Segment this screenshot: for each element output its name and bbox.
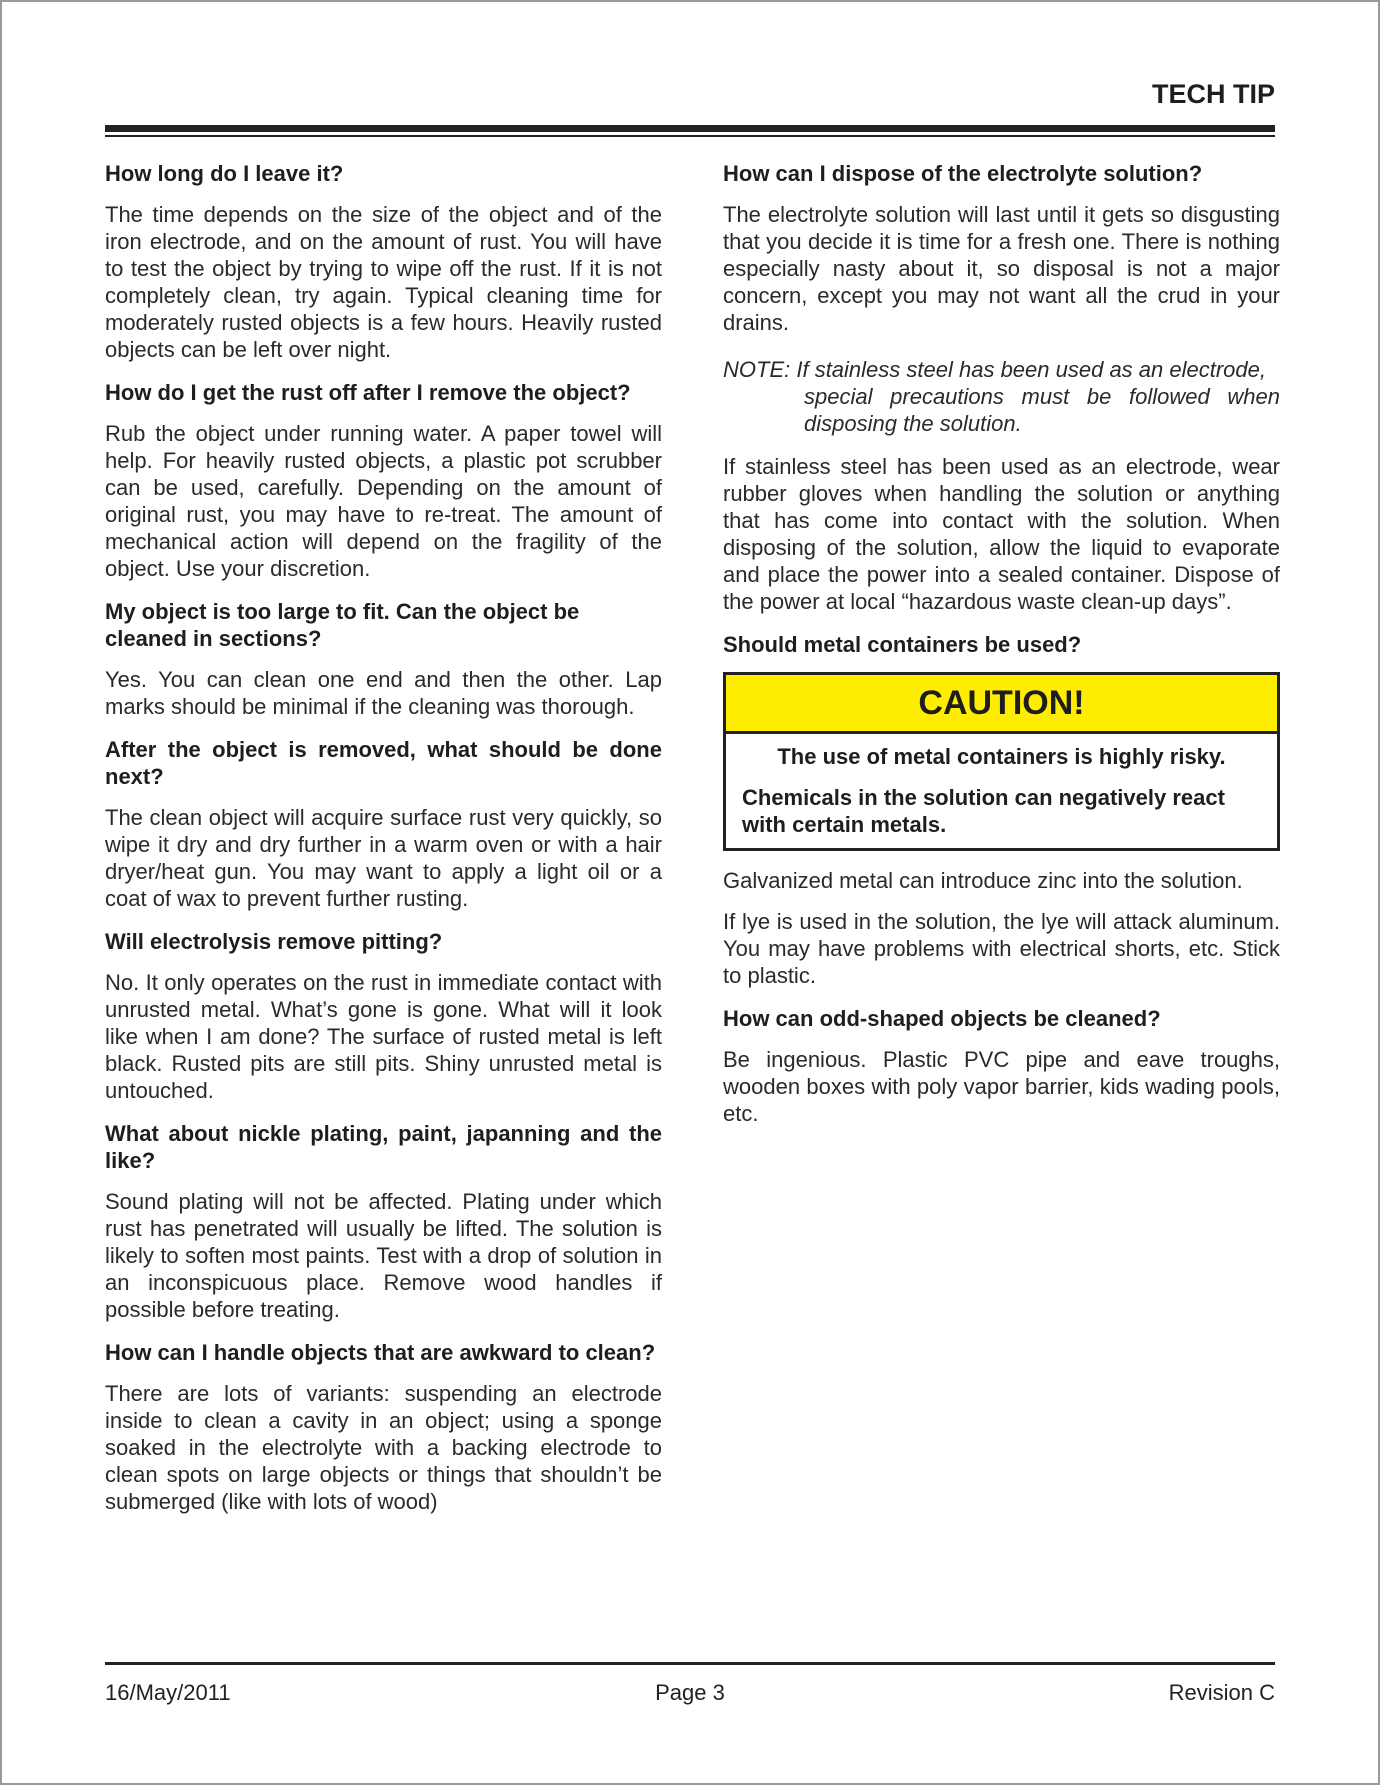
faq-answer: Rub the object under running water. A paper towel will help. For heavily rusted objects, a plastic pot scrubber can be used, carefully. Depending on the amount of original rust, you may have to re-treat. The amount of mechanical action will depend on the fragility of the object. Use your discretion. xyxy=(105,421,662,581)
footer-rule xyxy=(105,1662,1275,1665)
caution-text: Chemicals in the solution can negatively react with certain metals. xyxy=(742,785,1225,837)
faq-item xyxy=(105,736,662,912)
faq-answer: The time depends on the size of the object and of the iron electrode, and on the amount of rust. You will have to test the object by trying to wipe off the rust. If it is not completely clean, try again. Typical cleaning time for moderately rusted objects is a few hours. Heavily rusted objects can be left over night. xyxy=(105,202,662,362)
note-text-continued: special precautions must be followed when disposing the solution. xyxy=(804,384,1280,436)
caution-body xyxy=(726,734,1277,848)
note-text: If stainless steel has been used as an electrode, xyxy=(796,357,1266,382)
faq-item xyxy=(105,379,662,582)
faq-question: How can I dispose of the electrolyte solution? xyxy=(723,161,1203,186)
faq-answer: The clean object will acquire surface rust very quickly, so wipe it dry and dry further in a warm oven or with a hair dryer/heat gun. You may want to apply a light oil or a coat of wax to prevent further rusting. xyxy=(105,805,662,911)
lye-answer: If lye is used in the solution, the lye will attack aluminum. You may have problems with electrical shorts, etc. Stick to plastic. xyxy=(723,909,1280,988)
faq-item xyxy=(723,160,1280,336)
faq-answer: Yes. You can clean one end and then the other. Lap marks should be minimal if the cleaning was thorough. xyxy=(105,667,662,719)
galvanized-answer: Galvanized metal can introduce zinc into the solution. xyxy=(723,868,1243,893)
caution-title: CAUTION! xyxy=(726,675,1277,734)
header-rule xyxy=(105,125,1275,132)
header-title: TECH TIP xyxy=(1151,79,1275,109)
faq-answer: No. It only operates on the rust in immediate contact with unrusted metal. What’s gone is gone. What will it look like when I am done? The surface of rusted metal is left black. Rusted pits are still pits. Shiny unrusted metal is untouched. xyxy=(105,970,662,1103)
stainless-answer: If stainless steel has been used as an electrode, wear rubber gloves when handling the solution or anything that has come into contact with the solution. When disposing of the solution, allow the liquid to evaporate and place the power into a sealed container. Dispose of the power at local “hazardous waste clean-up days”. xyxy=(723,454,1280,614)
right-column xyxy=(723,160,1280,1143)
note-block xyxy=(723,356,1280,437)
faq-question: After the object is removed, what should be done next? xyxy=(105,737,662,789)
left-column xyxy=(105,160,662,1531)
faq-question: My object is too large to fit. Can the object be cleaned in sections? xyxy=(105,599,580,651)
footer-page-number: Page 3 xyxy=(655,1680,725,1705)
faq-question: Will electrolysis remove pitting? xyxy=(105,929,443,954)
faq-item xyxy=(105,928,662,1104)
faq-item xyxy=(105,598,662,720)
faq-question: Should metal containers be used? xyxy=(723,632,1082,657)
faq-question: How can odd-shaped objects be cleaned? xyxy=(723,1006,1161,1031)
faq-question: How long do I leave it? xyxy=(105,161,344,186)
caution-text: The use of metal containers is highly risky. xyxy=(777,744,1226,769)
faq-item xyxy=(105,160,662,363)
caution-box xyxy=(723,672,1280,851)
footer-date: 16/May/2011 xyxy=(105,1680,231,1705)
header-rule-thin xyxy=(105,135,1275,137)
faq-item xyxy=(105,1120,662,1323)
faq-question: How can I handle objects that are awkward to clean? xyxy=(105,1340,656,1365)
faq-item xyxy=(723,1005,1280,1127)
faq-answer: Be ingenious. Plastic PVC pipe and eave troughs, wooden boxes with poly vapor barrier, kids wading pools, etc. xyxy=(723,1047,1280,1126)
faq-item xyxy=(105,1339,662,1515)
note-label: NOTE: xyxy=(723,357,791,382)
faq-question: How do I get the rust off after I remove the object? xyxy=(105,380,631,405)
faq-answer: The electrolyte solution will last until it gets so disgusting that you decide it is time for a fresh one. There is nothing especially nasty about it, so disposal is not a major concern, except you may not want all the crud in your drains. xyxy=(723,202,1280,335)
faq-question: What about nickle plating, paint, japanning and the like? xyxy=(105,1121,662,1173)
faq-answer: Sound plating will not be affected. Plating under which rust has penetrated will usually be lifted. The solution is likely to soften most paints. Test with a drop of solution in an inconspicuous place. Remove wood handles if possible before treating. xyxy=(105,1189,662,1322)
footer-revision: Revision C xyxy=(1168,1680,1275,1705)
faq-answer: There are lots of variants: suspending an electrode inside to clean a cavity in an object; using a sponge soaked in the electrolyte with a backing electrode to clean spots on large objects or things that shouldn’t be submerged (like with lots of wood) xyxy=(105,1381,662,1514)
